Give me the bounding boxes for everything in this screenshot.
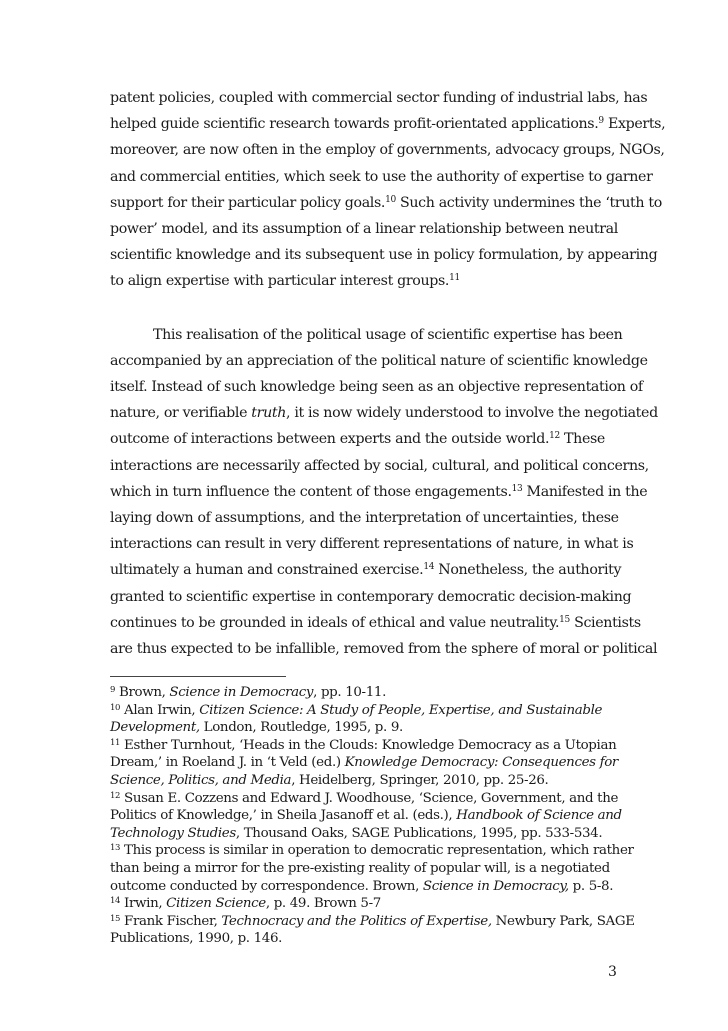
text-line: and commercial entities, which seek to use the authority of expertise to garner — [110, 168, 653, 185]
footnote-ref-11[interactable]: 11 — [449, 273, 460, 284]
paragraph-2 — [110, 322, 658, 663]
italic-truth: truth — [251, 405, 286, 422]
footnote-ref-13[interactable]: 13 — [511, 483, 523, 494]
text-line: scientific knowledge and its subsequent use in policy formulation, by appearing — [110, 247, 658, 264]
paragraph-gap — [110, 295, 630, 322]
footnote-13-cont: than being a mirror for the pre-existing reality of popular will, is a negotiated — [110, 860, 610, 876]
text-line: nature, or verifiable truth, it is now widely understood to involve the negotiated — [110, 405, 658, 422]
footnote-15-cont: Publications, 1990, p. 146. — [110, 931, 283, 947]
text-line: power’ model, and its assumption of a linear relationship between neutral — [110, 221, 618, 238]
text-line: granted to scientific expertise in contemporary democratic decision-making — [110, 588, 632, 605]
text-line: support for their particular policy goals.$^{10}$ Such activity undermines the ‘truth to — [110, 194, 662, 211]
footnote-separator — [110, 676, 286, 677]
text-line: accompanied by an appreciation of the political nature of scientific knowledge — [110, 352, 648, 369]
footnote-9: $^9$ Brown, Science in Democracy, pp. 10-11. — [110, 685, 386, 700]
footnote-10: $^{10}$ Alan Irwin, Citizen Science: A Study of People, Expertise, and Sustainable — [110, 702, 603, 718]
footnote-10-cont: Development, London, Routledge, 1995, p. 9. — [110, 720, 403, 736]
text-line: ultimately a human and constrained exercise.$^{14}$ Nonetheless, the authority — [110, 562, 622, 579]
footnote-ref-9[interactable]: 9 — [598, 116, 604, 127]
text-line: which in turn influence the content of those engagements.$^{13}$ Manifested in the — [110, 483, 648, 500]
footnote-11: $^{11}$ Esther Turnhout, ‘Heads in the Clouds: Knowledge Democracy as a Utopian — [110, 737, 617, 753]
text-line: are thus expected to be infallible, removed from the sphere of moral or political — [110, 641, 658, 658]
footnote-12: $^{12}$ Susan E. Cozzens and Edward J. Woodhouse, ‘Science, Government, and the — [110, 790, 619, 806]
footnote-13-cont: outcome conducted by correspondence. Brown, Science in Democracy, p. 5-8. — [110, 878, 614, 894]
text-line: to align expertise with particular interest groups.$^{11}$ — [110, 273, 460, 290]
footnote-ref-10[interactable]: 10 — [385, 194, 396, 205]
body-text — [110, 85, 666, 662]
footnotes — [110, 684, 635, 948]
text-line: moreover, are now often in the employ of governments, advocacy groups, NGOs, — [110, 142, 665, 159]
footnote-15: $^{15}$ Frank Fischer, Technocracy and the Politics of Expertise, Newbury Park, SAGE — [110, 913, 635, 929]
footnote-ref-14[interactable]: 14 — [423, 562, 435, 573]
footnote-14: $^{14}$ Irwin, Citizen Science, p. 49. Brown 5-7 — [110, 896, 381, 912]
footnote-ref-12[interactable]: 12 — [549, 431, 560, 442]
text-line: helped guide scientific research towards profit-orientated applications.$^9$ Experts, — [110, 116, 666, 133]
text-line: This realisation of the political usage of scientific expertise has been — [153, 326, 623, 343]
text-line: interactions can result in very different representations of nature, in what is — [110, 536, 634, 553]
text-line: itself. Instead of such knowledge being seen as an objective representation of — [110, 379, 643, 396]
page-number: 3 — [608, 964, 617, 980]
text-line: continues to be grounded in ideals of ethical and value neutrality.$^{15}$ Scientists — [110, 614, 641, 631]
footnote-11-cont: Science, Politics, and Media, Heidelberg, Springer, 2010, pp. 25-26. — [110, 772, 549, 788]
footnote-12-cont: Politics of Knowledge,’ in Sheila Jasanoff et al. (eds.), Handbook of Science and — [110, 808, 622, 824]
text-line: patent policies, coupled with commercial sector funding of industrial labs, has — [110, 90, 648, 106]
text-line: outcome of interactions between experts and the outside world.$^{12}$ These — [110, 431, 605, 448]
text-line: laying down of assumptions, and the interpretation of uncertainties, these — [110, 510, 619, 527]
footnote-ref-15[interactable]: 15 — [559, 614, 570, 625]
footnote-13: $^{13}$ This process is similar in operation to democratic representation, which rather — [110, 843, 634, 859]
footnote-11-cont: Dream,’ in Roeland J. in ‘t Veld (ed.) Knowledge Democracy: Consequences for — [110, 755, 618, 771]
footnote-12-cont: Technology Studies, Thousand Oaks, SAGE Publications, 1995, pp. 533-534. — [110, 825, 603, 841]
text-line: interactions are necessarily affected by social, cultural, and political concerns, — [110, 457, 649, 474]
paragraph-1 — [110, 85, 666, 295]
